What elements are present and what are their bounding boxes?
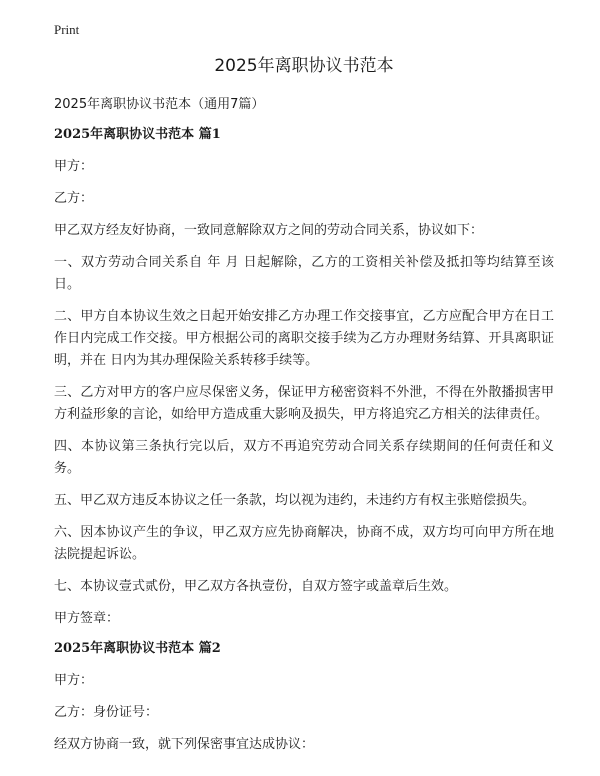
- paragraph: 甲乙双方经友好协商，一致同意解除双方之间的劳动合同关系，协议如下：: [54, 223, 484, 238]
- paragraph: 一、双方劳动合同关系自 年 月 日起解除，乙方的工资相关补偿及抵扣等均结算至该日。: [54, 255, 554, 292]
- paragraph: 乙方：: [54, 191, 94, 206]
- paragraph: 经双方协商一致，就下列保密事宜达成协议：: [54, 737, 315, 752]
- document-body: [54, 52, 554, 756]
- paragraph: 七、本协议壹式贰份，甲乙双方各执壹份，自双方签字或盖章后生效。: [54, 579, 458, 594]
- paragraph: 甲方：: [54, 673, 94, 688]
- paragraph: 六、因本协议产生的争议，甲乙双方应先协商解决，协商不成，双方均可向甲方所在地法院提起诉讼。: [54, 525, 554, 562]
- paragraph: 四、本协议第三条执行完以后，双方不再追究劳动合同关系存续期间的任何责任和义务。: [54, 439, 554, 476]
- section-part2: [54, 638, 554, 756]
- section-heading-part1: 2025年离职协议书范本 篇1: [54, 127, 221, 142]
- section-part1: [54, 124, 554, 630]
- paragraph: 甲方签章：: [54, 611, 120, 626]
- paragraph: 三、乙方对甲方的客户应尽保密义务，保证甲方秘密资料不外泄，不得在外散播损害甲方利益形象的言论，如给甲方造成重大影响及损失，甲方将追究乙方相关的法律责任。: [54, 385, 554, 422]
- paragraph: 甲方：: [54, 159, 94, 174]
- paragraph: 乙方：身份证号：: [54, 705, 159, 720]
- document-title: 2025年离职协议书范本: [214, 56, 394, 76]
- section-heading-part2: 2025年离职协议书范本 篇2: [54, 641, 221, 656]
- print-link[interactable]: Print: [54, 22, 80, 37]
- paragraph: 二、甲方自本协议生效之日起开始安排乙方办理工作交接事宜，乙方应配合甲方在日工作日内完成工作交接。甲方根据公司的离职交接手续为乙方办理财务结算、开具离职证明，并在 日内为其办理保险关系转移手续等。: [54, 309, 554, 368]
- document-subtitle: 2025年离职协议书范本（通用7篇）: [54, 97, 265, 112]
- paragraph: 五、甲乙双方违反本协议之任一条款，均以视为违约，未违约方有权主张赔偿损失。: [54, 493, 536, 508]
